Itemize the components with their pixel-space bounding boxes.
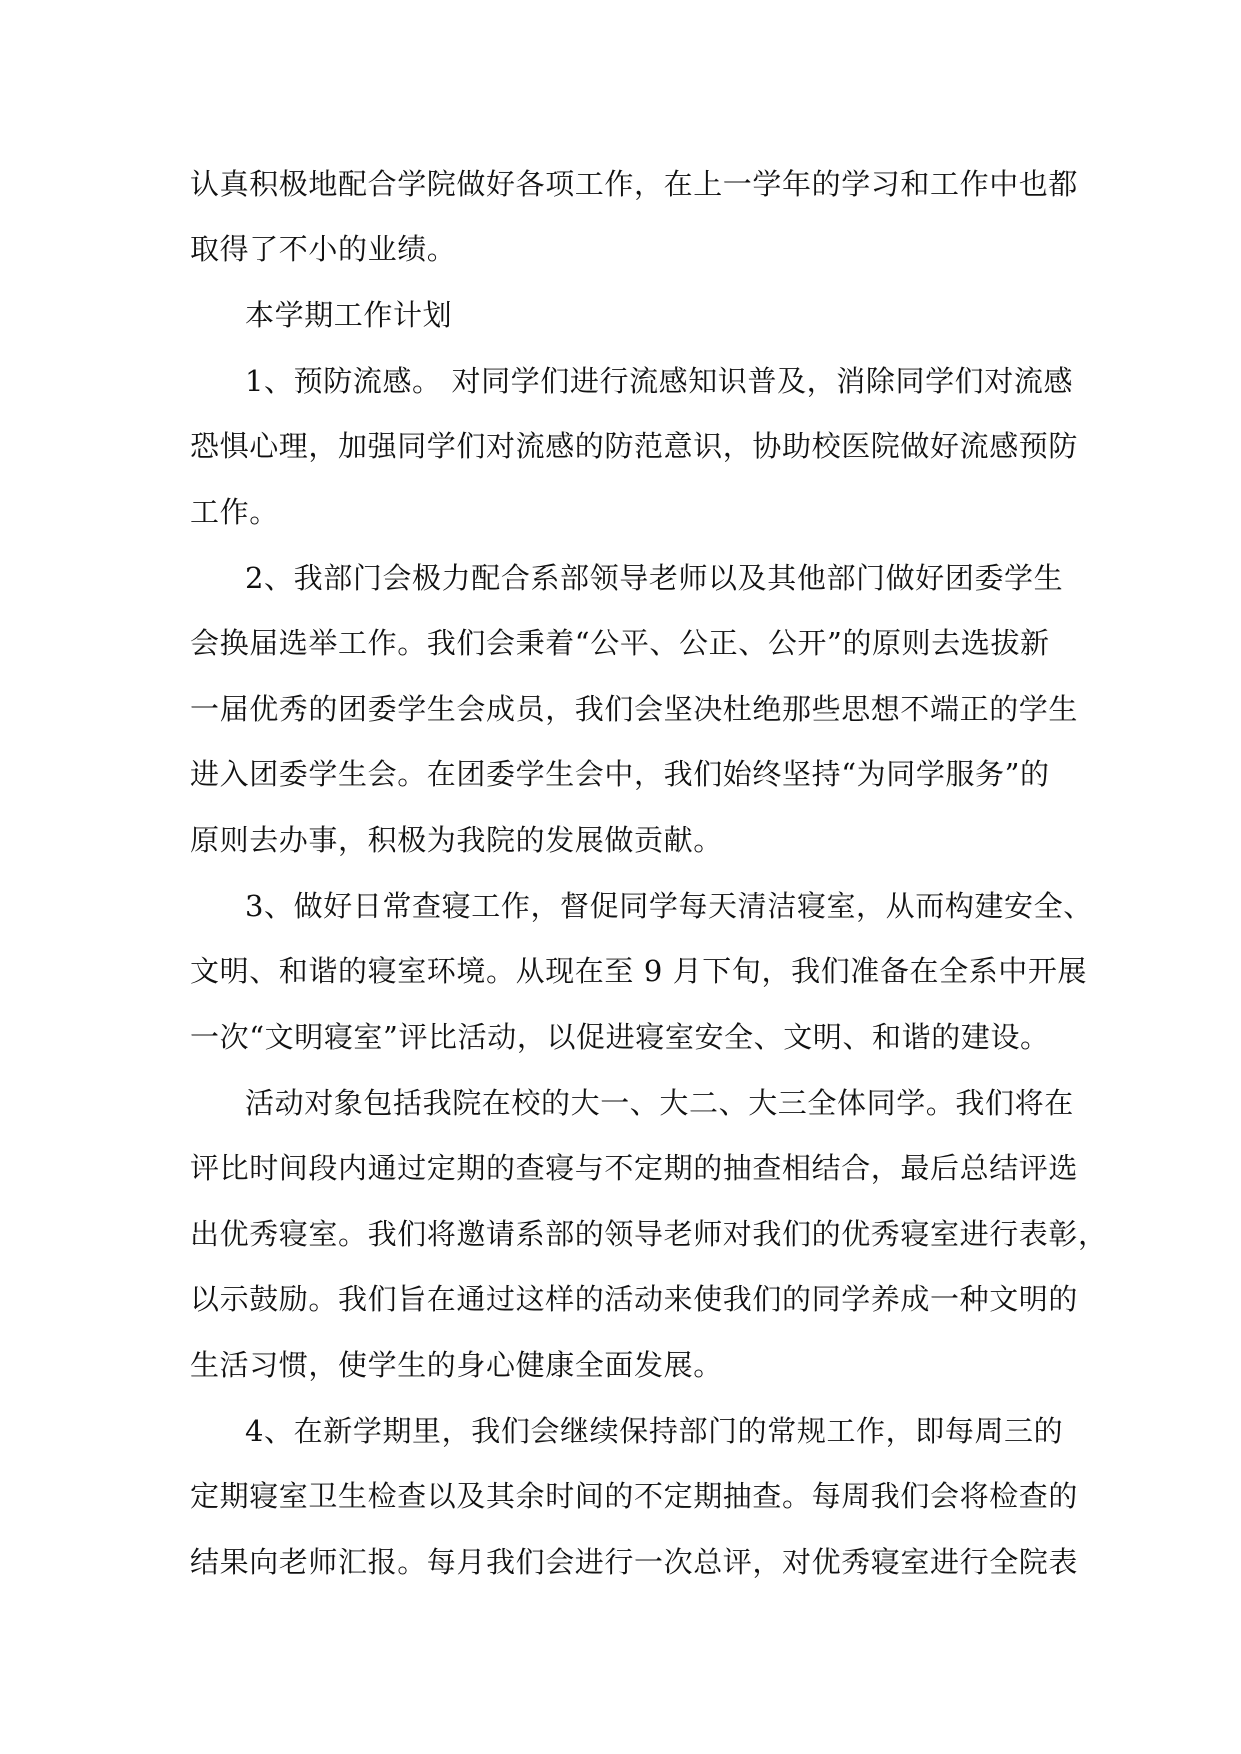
- text-line: 1、预防流感。 对同学们进行流感知识普及，消除同学们对流感: [245, 364, 1074, 398]
- text-line: 结果向老师汇报。每月我们会进行一次总评，对优秀寝室进行全院表: [190, 1545, 1079, 1579]
- text-line: 认真积极地配合学院做好各项工作，在上一学年的学习和工作中也都: [190, 167, 1079, 201]
- text-line: 生活习惯，使学生的身心健康全面发展。: [190, 1348, 723, 1382]
- text-line: 评比时间段内通过定期的查寝与不定期的抽查相结合，最后总结评选: [190, 1151, 1079, 1185]
- text-line: 恐惧心理，加强同学们对流感的防范意识，协助校医院做好流感预防: [190, 429, 1079, 463]
- text-line: 一届优秀的团委学生会成员，我们会坚决杜绝那些思想不端正的学生: [190, 692, 1079, 726]
- text-line: 定期寝室卫生检查以及其余时间的不定期抽查。每周我们会将检查的: [190, 1479, 1079, 1513]
- text-line: 2、我部门会极力配合系部领导老师以及其他部门做好团委学生: [245, 561, 1064, 595]
- text-line: 原则去办事，积极为我院的发展做贡献。: [190, 823, 723, 857]
- text-line: 工作。: [190, 495, 279, 529]
- text-line: 4、在新学期里，我们会继续保持部门的常规工作，即每周三的: [245, 1414, 1064, 1448]
- text-line: 文明、和谐的寝室环境。从现在至 9 月下旬，我们准备在全系中开展: [190, 954, 1088, 988]
- text-line: 会换届选举工作。我们会秉着“公平、公正、公开”的原则去选拔新: [190, 626, 1050, 660]
- text-line: 以示鼓励。我们旨在通过这样的活动来使我们的同学养成一种文明的: [190, 1282, 1079, 1316]
- text-line: 3、做好日常查寝工作，督促同学每天清洁寝室，从而构建安全、: [245, 889, 1093, 923]
- section-heading: 本学期工作计划: [245, 298, 453, 332]
- text-line: 出优秀寝室。我们将邀请系部的领导老师对我们的优秀寝室进行表彰，: [190, 1217, 1108, 1251]
- text-line: 取得了不小的业绩。: [190, 232, 457, 266]
- text-line: 活动对象包括我院在校的大一、大二、大三全体同学。我们将在: [245, 1086, 1074, 1120]
- text-line: 进入团委学生会。在团委学生会中，我们始终坚持“为同学服务”的: [190, 757, 1050, 791]
- text-line: 一次“文明寝室”评比活动，以促进寝室安全、文明、和谐的建设。: [190, 1020, 1050, 1054]
